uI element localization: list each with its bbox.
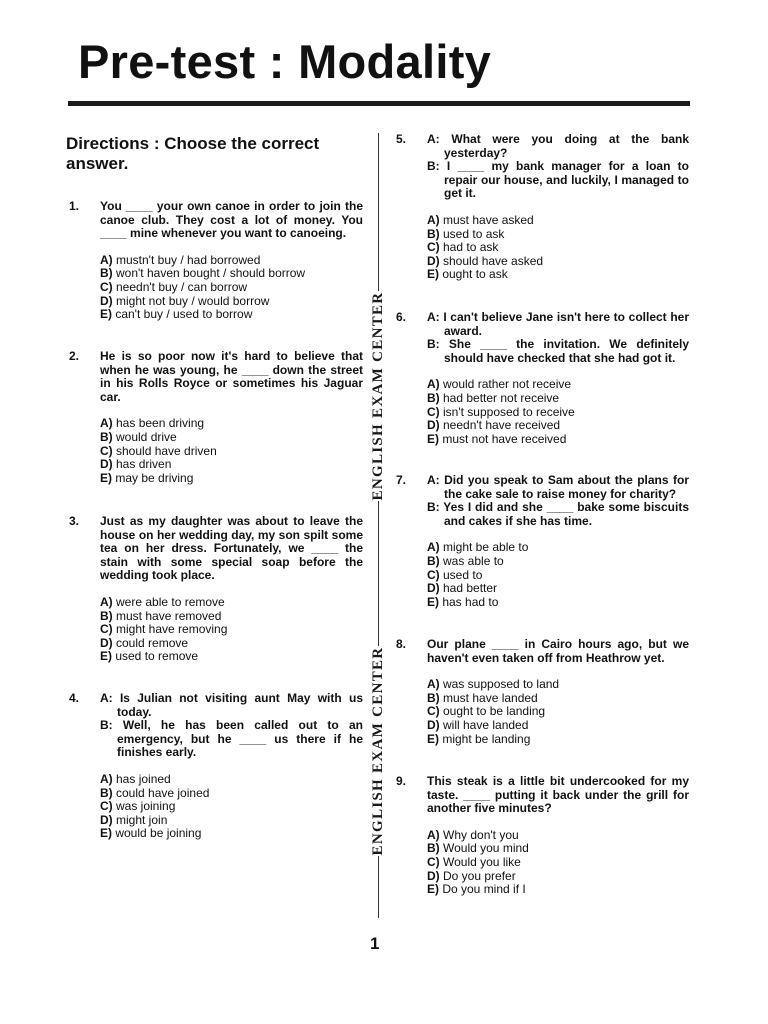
option-text: Would you mind	[439, 841, 529, 856]
option-text: should have asked	[439, 253, 544, 268]
option-letter: E)	[427, 431, 439, 446]
option-letter: E)	[100, 826, 112, 841]
option-text: was supposed to land	[439, 677, 560, 692]
option-a[interactable]	[427, 678, 689, 692]
option-b[interactable]	[100, 787, 363, 801]
answer-options	[100, 596, 363, 664]
option-c[interactable]	[427, 569, 689, 583]
option-e[interactable]	[427, 596, 689, 610]
watermark-upper: ENGLISH EXAM CENTER	[370, 291, 386, 501]
answer-options	[100, 254, 363, 322]
option-a[interactable]	[427, 829, 689, 843]
option-c[interactable]	[100, 281, 363, 295]
option-letter: C)	[427, 567, 440, 582]
option-letter: B)	[427, 390, 440, 405]
option-letter: B)	[427, 553, 440, 568]
option-text: used to ask	[439, 226, 505, 241]
option-d[interactable]	[427, 870, 689, 884]
option-text: needn't have received	[439, 418, 561, 433]
option-text: was able to	[439, 553, 504, 568]
option-text: would be joining	[112, 826, 202, 841]
option-e[interactable]	[427, 433, 689, 447]
option-letter: B)	[100, 266, 113, 281]
option-text: was joining	[112, 799, 176, 814]
option-letter: C)	[100, 799, 113, 814]
question-number: 5.	[396, 132, 407, 146]
answer-options	[427, 214, 689, 282]
option-letter: A)	[100, 594, 113, 609]
question-1	[69, 200, 363, 322]
option-d[interactable]	[100, 295, 363, 309]
option-text: Would you like	[439, 854, 521, 869]
option-e[interactable]	[427, 733, 689, 747]
option-text: Do you mind if I	[439, 882, 526, 897]
option-letter: D)	[100, 293, 113, 308]
stem-line: B: Well, he has been called out to an emergency, but he ____ us there if he finishes early.	[100, 718, 363, 760]
question-stem	[427, 638, 689, 665]
option-text: has driven	[112, 457, 172, 472]
option-letter: A)	[427, 377, 440, 392]
option-c[interactable]	[100, 623, 363, 637]
stem-line: Our plane ____ in Cairo hours ago, but we haven't even taken off from Heathrow yet.	[427, 637, 689, 665]
option-letter: E)	[100, 307, 112, 322]
answer-options	[427, 378, 689, 446]
option-b[interactable]	[427, 228, 689, 242]
option-letter: B)	[100, 608, 113, 623]
option-a[interactable]	[427, 541, 689, 555]
stem-line: A: What were you doing at the bank yesterday?	[427, 132, 689, 160]
option-letter: A)	[427, 212, 440, 227]
option-letter: D)	[427, 717, 440, 732]
option-text: must have asked	[439, 212, 534, 227]
question-6	[396, 311, 689, 446]
option-b[interactable]	[427, 392, 689, 406]
option-letter: D)	[427, 418, 440, 433]
option-text: ought to be landing	[439, 704, 546, 719]
option-text: has been driving	[112, 416, 205, 431]
option-a[interactable]	[100, 596, 363, 610]
question-stem	[100, 350, 363, 404]
stem-line: B: Yes I did and she ____ bake some biscuits and cakes if she has time.	[427, 500, 689, 528]
page-title: Pre-test : Modality	[78, 35, 492, 88]
option-text: might not buy / would borrow	[112, 293, 270, 308]
option-letter: B)	[427, 841, 440, 856]
option-text: might be able to	[439, 540, 529, 555]
option-text: would rather not receive	[439, 377, 572, 392]
option-c[interactable]	[427, 241, 689, 255]
option-letter: A)	[427, 540, 440, 555]
option-b[interactable]	[427, 555, 689, 569]
option-letter: C)	[427, 404, 440, 419]
question-number: 6.	[396, 310, 407, 324]
option-letter: D)	[427, 253, 440, 268]
option-text: might join	[112, 812, 168, 827]
option-e[interactable]	[100, 308, 363, 322]
question-stem	[100, 200, 363, 241]
option-a[interactable]	[100, 773, 363, 787]
option-b[interactable]	[100, 267, 363, 281]
option-letter: A)	[427, 827, 440, 842]
page-number: 1	[370, 934, 380, 953]
question-stem	[100, 515, 363, 583]
option-b[interactable]	[100, 431, 363, 445]
answer-options	[427, 541, 689, 609]
option-text: may be driving	[112, 470, 194, 485]
option-text: won't haven bought / should borrow	[112, 266, 306, 281]
option-c[interactable]	[100, 445, 363, 459]
directions-heading: Directions : Choose the correct answer.	[66, 134, 320, 173]
option-e[interactable]	[427, 883, 689, 897]
option-text: might have removing	[112, 622, 228, 637]
question-stem	[100, 692, 363, 760]
stem-line: You ____ your own canoe in order to join the canoe club. They cost a lot of money. You ____ mine whenever you want to canoeing.	[100, 199, 363, 241]
question-2	[69, 350, 363, 485]
option-d[interactable]	[100, 637, 363, 651]
option-c[interactable]	[100, 800, 363, 814]
stem-line: A: Did you speak to Sam about the plans for the cake sale to raise money for charity?	[427, 473, 689, 501]
option-text: used to	[439, 567, 483, 582]
option-text: used to remove	[112, 649, 199, 664]
option-letter: C)	[427, 240, 440, 255]
option-text: might be landing	[439, 731, 531, 746]
option-letter: A)	[427, 677, 440, 692]
question-number: 1.	[69, 199, 80, 213]
question-7	[396, 474, 689, 609]
option-text: has joined	[112, 771, 171, 786]
option-letter: D)	[100, 812, 113, 827]
option-letter: E)	[427, 731, 439, 746]
option-letter: C)	[427, 704, 440, 719]
option-text: can't buy / used to borrow	[112, 307, 253, 322]
answer-options	[427, 829, 689, 897]
title-underline	[68, 101, 690, 106]
option-d[interactable]	[100, 458, 363, 472]
question-8	[396, 638, 689, 746]
option-letter: A)	[100, 252, 113, 267]
question-number: 9.	[396, 774, 407, 788]
option-text: had better	[439, 581, 498, 596]
stem-line: A: Is Julian not visiting aunt May with us today.	[100, 691, 363, 719]
answer-options	[100, 417, 363, 485]
option-text: should have driven	[112, 443, 217, 458]
question-stem	[427, 775, 689, 816]
option-e[interactable]	[100, 472, 363, 486]
option-text: must not have received	[439, 431, 567, 446]
option-c[interactable]	[427, 406, 689, 420]
question-stem	[427, 311, 689, 365]
option-letter: A)	[100, 771, 113, 786]
question-number: 2.	[69, 349, 80, 363]
option-d[interactable]	[427, 419, 689, 433]
option-text: Do you prefer	[439, 868, 516, 883]
option-letter: C)	[100, 443, 113, 458]
option-b[interactable]	[427, 842, 689, 856]
option-text: has had to	[439, 594, 499, 609]
question-number: 8.	[396, 637, 407, 651]
option-text: would drive	[112, 429, 177, 444]
option-letter: A)	[100, 416, 113, 431]
option-d[interactable]	[427, 719, 689, 733]
option-text: could have joined	[112, 785, 210, 800]
option-e[interactable]	[100, 827, 363, 841]
option-d[interactable]	[427, 582, 689, 596]
option-letter: E)	[100, 649, 112, 664]
stem-line: A: I can't believe Jane isn't here to collect her award.	[427, 310, 689, 338]
option-a[interactable]	[100, 254, 363, 268]
answer-options	[100, 773, 363, 841]
option-text: ought to ask	[439, 267, 508, 282]
question-number: 7.	[396, 473, 407, 487]
option-a[interactable]	[427, 214, 689, 228]
option-letter: C)	[100, 622, 113, 637]
option-letter: E)	[427, 882, 439, 897]
watermark-lower: ENGLISH EXAM CENTER	[370, 646, 386, 856]
option-text: must have removed	[112, 608, 222, 623]
option-text: could remove	[112, 635, 189, 650]
option-e[interactable]	[427, 268, 689, 282]
stem-line: This steak is a little bit undercooked for my taste. ____ putting it back under the grill for another five minutes?	[427, 774, 689, 816]
option-letter: D)	[100, 635, 113, 650]
option-d[interactable]	[427, 255, 689, 269]
stem-line: B: She ____ the invitation. We definitely should have checked that she had got it.	[427, 337, 689, 365]
option-b[interactable]	[427, 692, 689, 706]
option-letter: E)	[427, 594, 439, 609]
question-9	[396, 775, 689, 897]
stem-line: He is so poor now it's hard to believe that when he was young, he ____ down the street in his Rolls Royce or sometimes his Jaguar car.	[100, 349, 363, 404]
option-text: needn't buy / can borrow	[112, 279, 248, 294]
option-text: mustn't buy / had borrowed	[112, 252, 261, 267]
option-d[interactable]	[100, 814, 363, 828]
option-letter: D)	[100, 457, 113, 472]
stem-line: Just as my daughter was about to leave the house on her wedding day, my son spilt some tea on her dress. Fortunately, we ____ the stain with some special soap before the wedding took place.	[100, 514, 363, 583]
question-4	[69, 692, 363, 841]
option-letter: B)	[427, 226, 440, 241]
option-text: had better not receive	[439, 390, 560, 405]
option-letter: E)	[427, 267, 439, 282]
question-stem	[427, 474, 689, 528]
option-letter: B)	[100, 785, 113, 800]
option-letter: E)	[100, 470, 112, 485]
option-text: will have landed	[439, 717, 529, 732]
question-5	[396, 133, 689, 282]
option-text: must have landed	[439, 690, 538, 705]
option-letter: D)	[427, 581, 440, 596]
option-e[interactable]	[100, 650, 363, 664]
option-b[interactable]	[100, 610, 363, 624]
option-letter: C)	[427, 854, 440, 869]
option-text: isn't supposed to receive	[439, 404, 575, 419]
option-c[interactable]	[427, 856, 689, 870]
stem-line: B: I ____ my bank manager for a loan to repair our house, and luckily, I managed to get it.	[427, 159, 689, 201]
option-letter: B)	[100, 429, 113, 444]
answer-options	[427, 678, 689, 746]
question-number: 3.	[69, 514, 80, 528]
option-a[interactable]	[427, 378, 689, 392]
question-number: 4.	[69, 691, 80, 705]
option-letter: B)	[427, 690, 440, 705]
option-c[interactable]	[427, 705, 689, 719]
option-letter: D)	[427, 868, 440, 883]
option-text: had to ask	[439, 240, 499, 255]
option-a[interactable]	[100, 417, 363, 431]
option-letter: C)	[100, 279, 113, 294]
option-text: were able to remove	[112, 594, 225, 609]
question-3	[69, 515, 363, 664]
question-stem	[427, 133, 689, 201]
option-text: Why don't you	[439, 827, 519, 842]
